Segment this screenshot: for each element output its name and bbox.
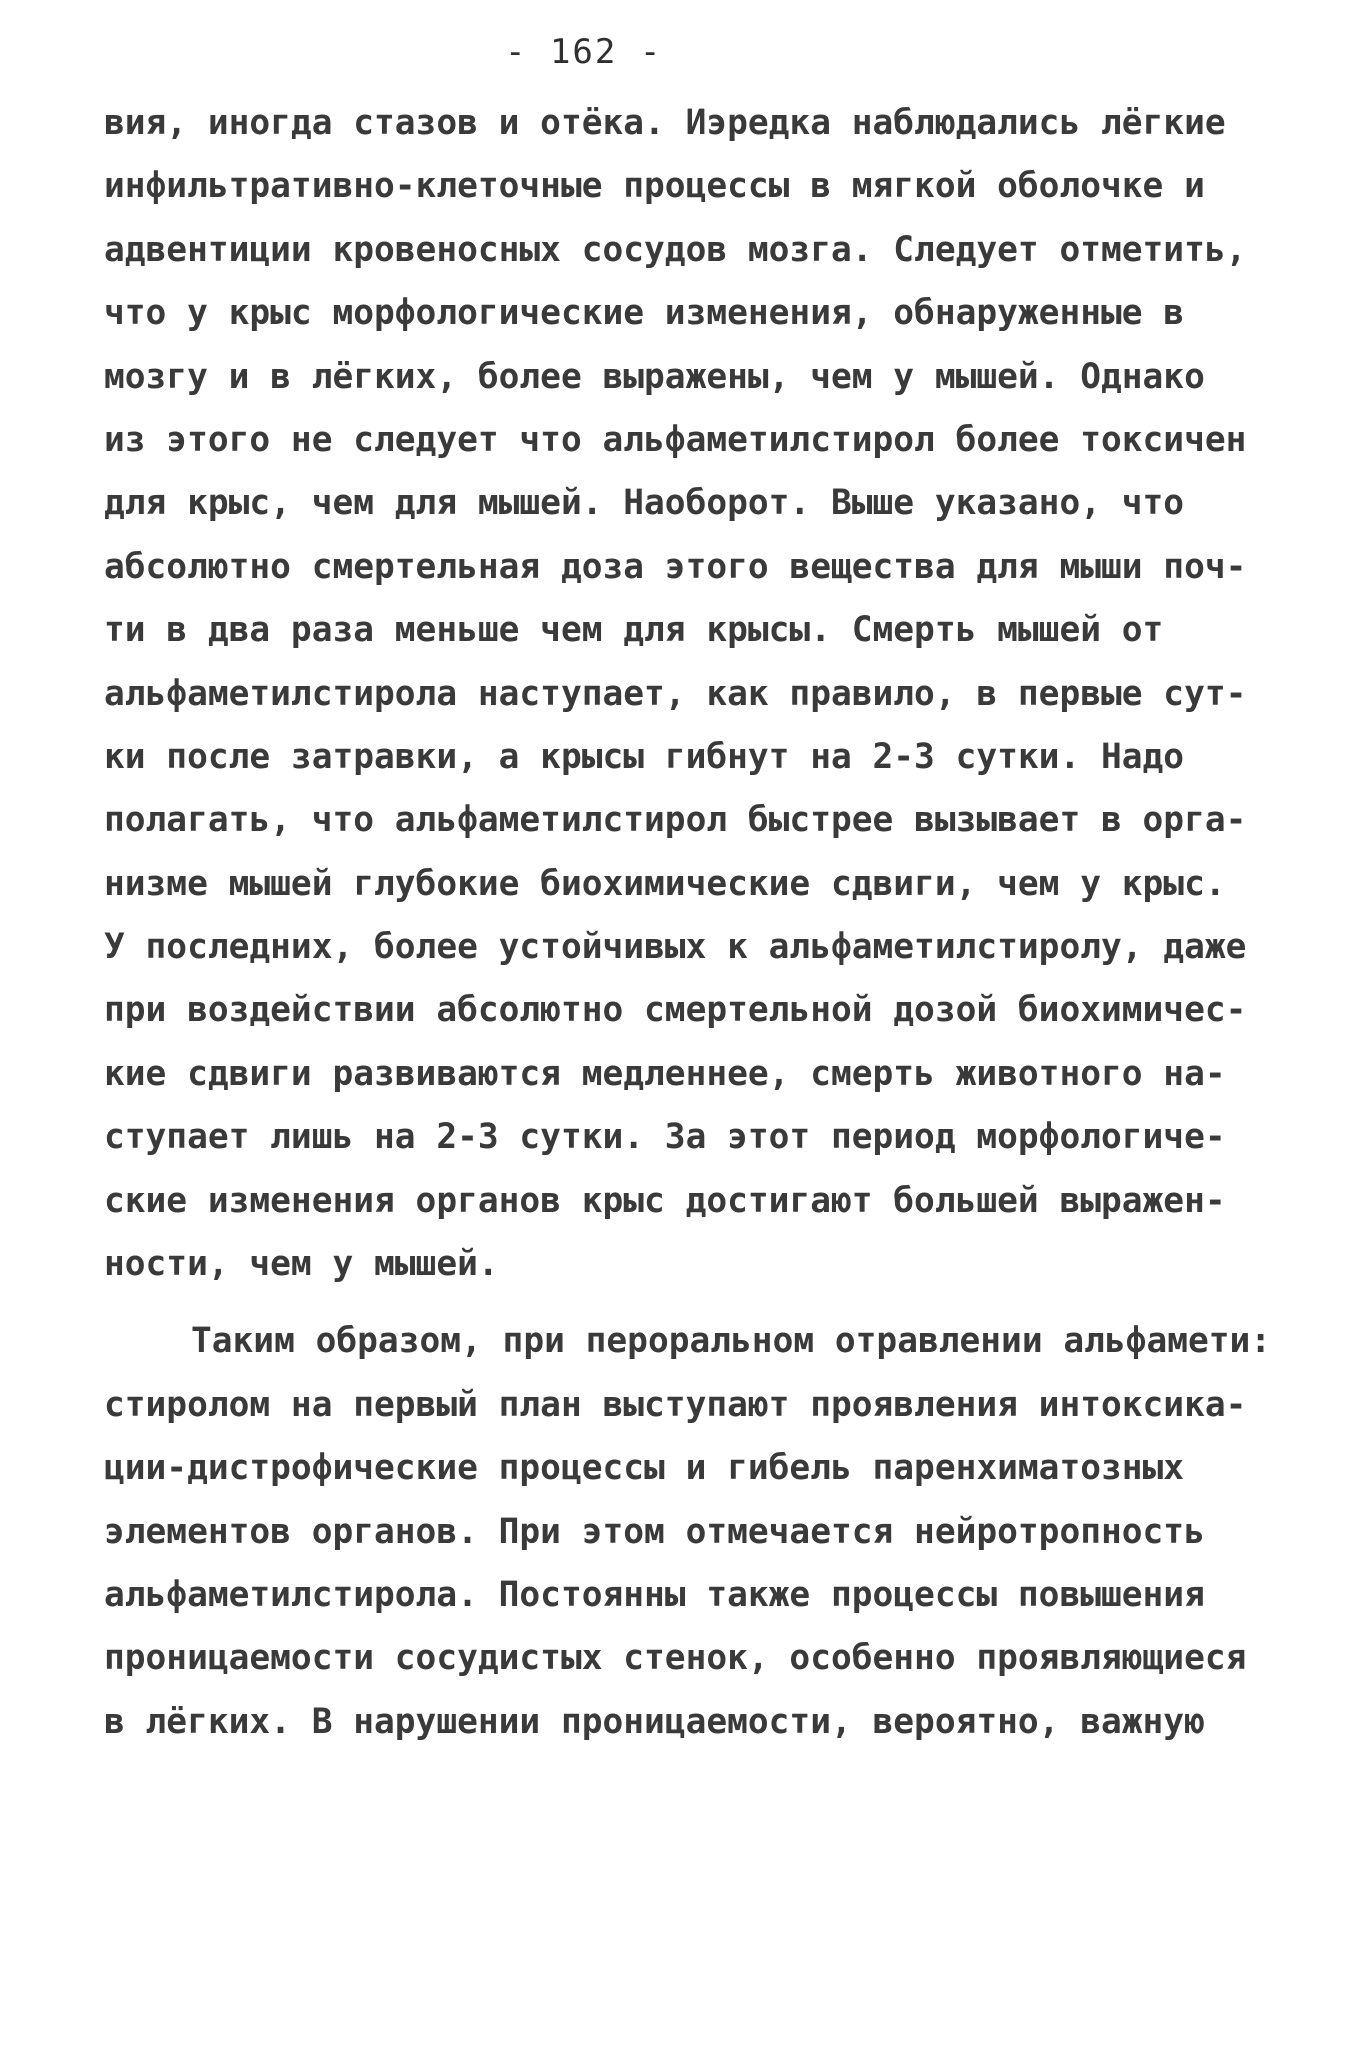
text-line: адвентиции кровеносных сосудов мозга. Следует отметить,: [104, 229, 1247, 270]
text-line: ки после затравки, а крысы гибнут на 2-3 сутки. Надо: [104, 736, 1185, 777]
text-line: в лёгких. В нарушении проницаемости, вероятно, важную: [104, 1701, 1205, 1742]
body-text: [104, 92, 1314, 1754]
paragraph-1: [104, 92, 1314, 1296]
text-line: абсолютно смертельная доза этого вещества для мыши поч-: [104, 546, 1247, 587]
text-line: из этого не следует что альфаметилстирол более токсичен: [104, 419, 1247, 460]
text-line: альфаметилстирола наступает, как правило, в первые сут-: [104, 673, 1247, 714]
text-line: ские изменения органов крыс достигают большей выражен-: [104, 1180, 1226, 1221]
text-line: ступает лишь на 2-3 сутки. За этот период морфологиче-: [104, 1117, 1226, 1158]
page-number: - 162 -: [505, 32, 663, 72]
text-line: вия, иногда стазов и отёка. Иэредка наблюдались лёгкие: [104, 103, 1226, 143]
text-line: низме мышей глубокие биохимические сдвиги, чем у крыс.: [104, 863, 1226, 904]
text-line: кие сдвиги развиваются медленнее, смерть животного на-: [104, 1053, 1226, 1094]
text-line: инфильтративно-клеточные процессы в мягкой оболочке и: [104, 166, 1205, 207]
paragraph-spacer: [104, 1296, 1314, 1310]
text-line: элементов органов. При этом отмечается нейротропность: [104, 1511, 1205, 1552]
text-line: альфаметилстирола. Постоянны также процессы повышения: [104, 1574, 1205, 1615]
text-line: стиролом на первый план выступают проявления интоксика-: [104, 1384, 1247, 1425]
text-line: полагать, что альфаметилстирол быстрее вызывает в орга-: [104, 800, 1247, 841]
paragraph-2: [104, 1310, 1314, 1754]
text-line: ции-дистрофические процессы и гибель паренхиматозных: [104, 1448, 1185, 1489]
text-line: при воздействии абсолютно смертельной дозой биохимичес-: [104, 990, 1247, 1031]
text-line: Таким образом, при пероральном отравлении альфамети:: [191, 1321, 1272, 1362]
text-line: мозгу и в лёгких, более выражены, чем у мышей. Однако: [104, 356, 1205, 397]
text-line: ти в два раза меньше чем для крысы. Смерть мышей от: [104, 610, 1164, 651]
text-line: что у крыс морфологические изменения, обнаруженные в: [104, 293, 1185, 334]
text-line: для крыс, чем для мышей. Наоборот. Выше указано, что: [104, 483, 1185, 524]
text-line: проницаемости сосудистых стенок, особенно проявляющиеся: [104, 1638, 1247, 1679]
text-line: У последних, более устойчивых к альфаметилстиролу, даже: [104, 927, 1247, 968]
text-line: ности, чем у мышей.: [104, 1244, 499, 1285]
